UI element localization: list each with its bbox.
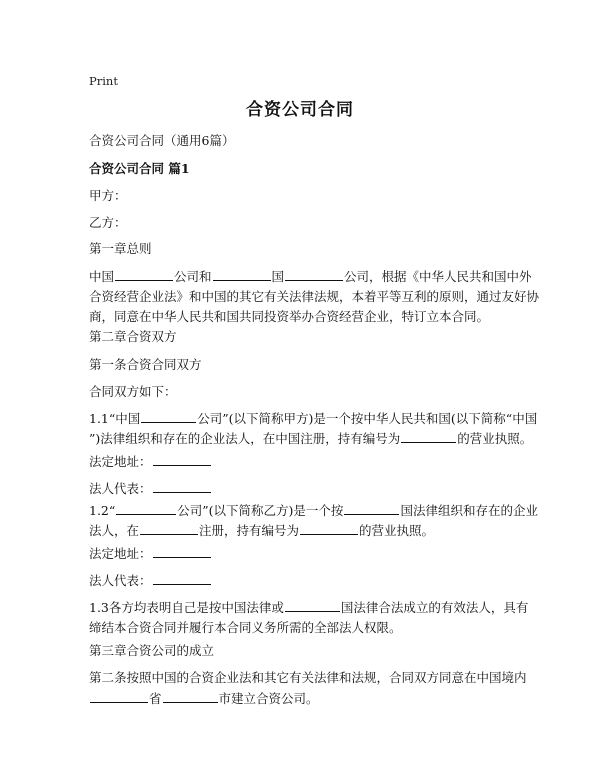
blank-field bbox=[213, 267, 271, 281]
legal-rep-label: 法人代表： bbox=[89, 573, 152, 588]
blank-field bbox=[153, 479, 211, 493]
legal-address-label: 法定地址： bbox=[89, 454, 152, 469]
text-segment: 省 bbox=[149, 691, 162, 706]
blank-field bbox=[285, 267, 343, 281]
blank-field bbox=[153, 452, 211, 466]
blank-field bbox=[141, 409, 196, 423]
text-segment: 公司”(以下简称乙方)是一个按 bbox=[177, 503, 344, 518]
text-segment: 1.2“ bbox=[89, 503, 116, 518]
clause-1-3-line-1 bbox=[89, 597, 540, 619]
general-provisions-line-2: 合资经营企业法》和中国的其它有关法律法规，本着平等互利的原则，通过友好协 bbox=[89, 289, 540, 304]
blank-field bbox=[153, 544, 211, 558]
party-b-legal-representative bbox=[89, 570, 540, 592]
text-segment: 注册，持有编号为 bbox=[199, 523, 300, 538]
clause-1-2-line-1 bbox=[89, 500, 540, 522]
blank-field bbox=[163, 689, 218, 703]
text-segment: ”)法律组织和存在的企业法人，在中国注册，持有编号为 bbox=[89, 431, 401, 446]
chapter-1-heading: 第一章总则 bbox=[89, 241, 152, 256]
text-segment: 中国 bbox=[89, 269, 115, 284]
clause-1-1-line-1 bbox=[89, 408, 540, 430]
blank-field bbox=[90, 689, 148, 703]
blank-field bbox=[140, 521, 198, 535]
party-a-label: 甲方： bbox=[89, 188, 127, 203]
clause-1-3-line-2: 缔结本合资合同并履行本合同义务所需的全部法人权限。 bbox=[89, 620, 402, 635]
party-b-label: 乙方： bbox=[89, 215, 127, 230]
document-subtitle: 合资公司合同（通用6篇） bbox=[89, 133, 235, 148]
text-segment: 法人，在 bbox=[89, 523, 140, 538]
text-segment: 的营业执照。 bbox=[359, 523, 435, 538]
text-segment: 市建立合资公司。 bbox=[218, 691, 319, 706]
legal-address-label: 法定地址： bbox=[89, 546, 152, 561]
blank-field bbox=[344, 501, 399, 515]
text-segment: 公司，根据《中华人民共和国中外 bbox=[344, 269, 532, 284]
text-segment: 国法律合法成立的有效法人，具有 bbox=[340, 600, 529, 615]
chapter-2-heading: 第二章合资双方 bbox=[89, 329, 177, 344]
article-1-heading: 第一条合资合同双方 bbox=[89, 357, 202, 372]
general-provisions-line-3: 商，同意在中华人民共和国共同投资举办合资经营企业，特订立本合同。 bbox=[89, 309, 490, 324]
text-segment: 国法律组织和存在的企业 bbox=[400, 503, 538, 518]
party-a-legal-address bbox=[89, 451, 540, 473]
general-provisions-line-1 bbox=[89, 266, 540, 288]
text-segment: 的营业执照。 bbox=[457, 431, 533, 446]
text-segment: 1.3各方均表明自己是按中国法律或 bbox=[89, 600, 284, 615]
blank-field bbox=[401, 429, 456, 443]
text-segment: 公司”(以下简称甲方)是一个按中华人民共和国(以下简称“中国 bbox=[197, 411, 538, 426]
party-b-legal-address bbox=[89, 543, 540, 565]
document-title: 合资公司合同 bbox=[246, 100, 354, 120]
clause-1-1-line-2 bbox=[89, 428, 540, 450]
text-segment: 国 bbox=[271, 269, 285, 284]
clause-1-2-line-2 bbox=[89, 520, 540, 542]
parties-intro: 合同双方如下： bbox=[89, 384, 177, 399]
chapter-3-heading: 第三章合资公司的成立 bbox=[89, 643, 215, 658]
blank-field bbox=[153, 571, 211, 585]
legal-rep-label: 法人代表： bbox=[89, 481, 152, 496]
article-2-line-1: 第二条按照中国的合资企业法和其它有关法律和法规，合同双方同意在中国境内 bbox=[89, 670, 527, 685]
section-heading: 合资公司合同 篇1 bbox=[89, 161, 190, 176]
blank-field bbox=[285, 598, 340, 612]
blank-field bbox=[116, 501, 176, 515]
text-segment: 公司和 bbox=[174, 269, 212, 284]
text-segment: 1.1“中国 bbox=[89, 411, 141, 426]
article-2-line-2 bbox=[89, 688, 540, 710]
blank-field bbox=[300, 521, 358, 535]
print-label: Print bbox=[89, 74, 118, 88]
blank-field bbox=[115, 267, 173, 281]
party-a-legal-representative bbox=[89, 478, 540, 500]
